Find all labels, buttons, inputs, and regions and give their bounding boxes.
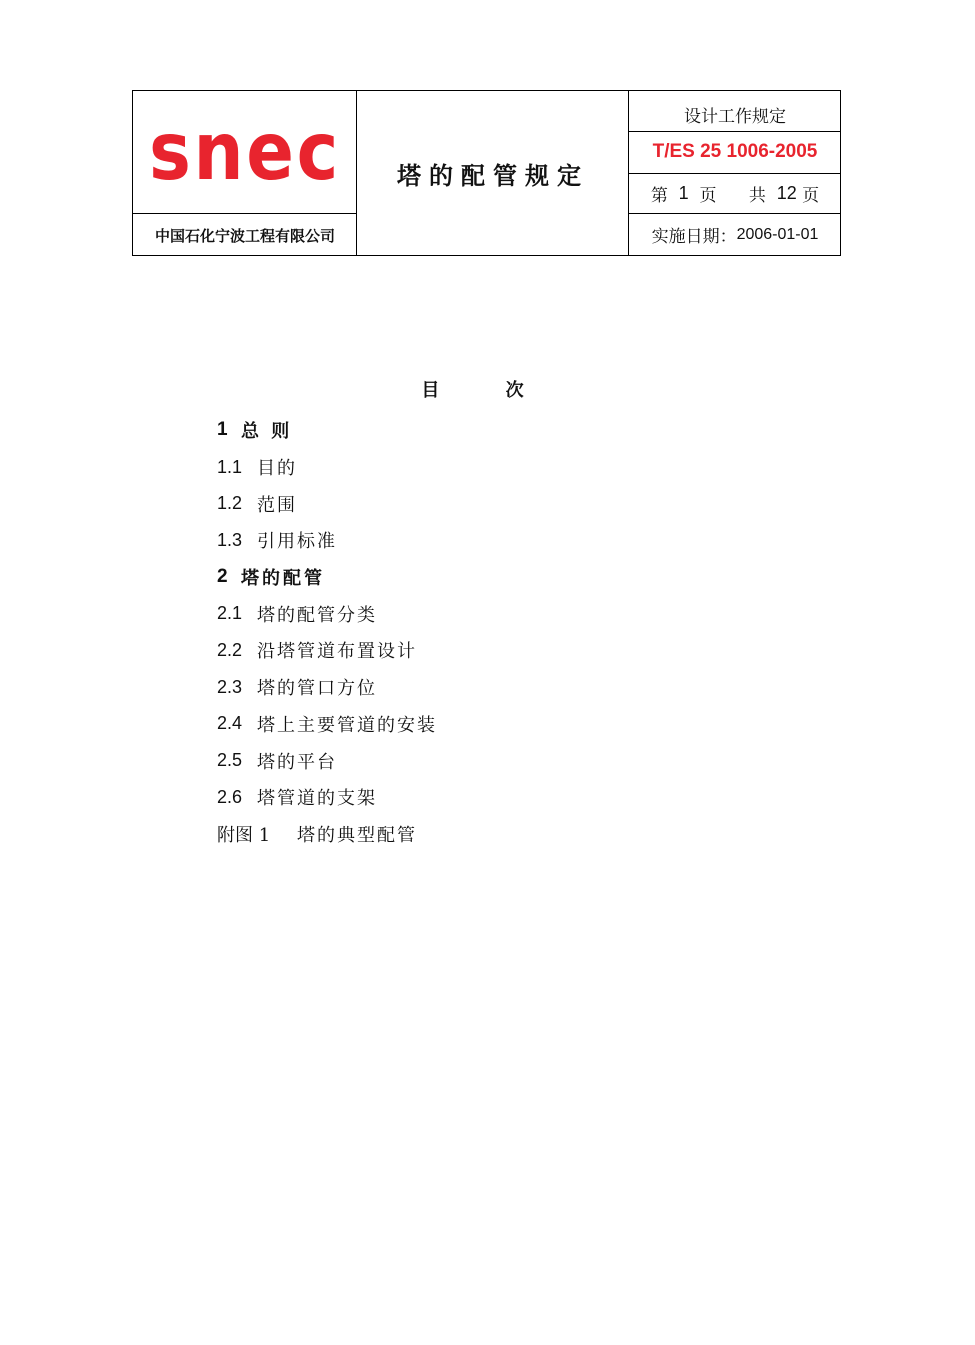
page-number: 1 bbox=[678, 182, 689, 203]
divider bbox=[133, 213, 357, 214]
document-code: T/ES 25 1006-2005 bbox=[652, 141, 818, 162]
toc-item[interactable] bbox=[217, 449, 437, 486]
divider bbox=[629, 131, 840, 132]
divider bbox=[629, 213, 840, 214]
snec-logo-mark bbox=[145, 104, 345, 198]
toc-title: 目 次 bbox=[421, 380, 554, 401]
toc-item-number: 2 bbox=[217, 566, 228, 588]
document-header-table bbox=[132, 90, 841, 256]
toc-item[interactable] bbox=[217, 669, 437, 706]
toc-item[interactable] bbox=[217, 816, 437, 853]
page-unit: 页 bbox=[699, 185, 717, 206]
toc-item-number: 1.1 bbox=[217, 456, 243, 477]
total-prefix: 共 bbox=[748, 185, 766, 206]
toc-item-text: 塔的平台 bbox=[257, 751, 337, 773]
toc-item[interactable] bbox=[217, 485, 437, 522]
document-title: 塔的配管规定 bbox=[397, 162, 589, 190]
divider bbox=[356, 91, 357, 255]
toc-item-text: 引用标准 bbox=[257, 531, 337, 553]
toc-item-text: 总 则 bbox=[241, 421, 293, 443]
toc-item-text: 沿塔管道布置设计 bbox=[257, 641, 417, 663]
toc-item[interactable] bbox=[217, 595, 437, 632]
toc-item-text: 塔的配管 bbox=[241, 568, 325, 590]
toc-item-text: 范围 bbox=[257, 494, 297, 516]
table-of-contents bbox=[217, 412, 437, 852]
toc-item-number: 2.3 bbox=[217, 676, 243, 697]
toc-item-text: 塔管道的支架 bbox=[257, 788, 377, 810]
date-value: 2006-01-01 bbox=[736, 225, 819, 243]
toc-item[interactable] bbox=[217, 522, 437, 559]
toc-item-number: 1 bbox=[217, 419, 228, 441]
page-prefix: 第 bbox=[650, 185, 668, 206]
toc-item[interactable] bbox=[217, 706, 437, 743]
toc-item-number: 2.1 bbox=[217, 603, 243, 624]
page-info bbox=[629, 173, 841, 213]
toc-item-number: 2.4 bbox=[217, 713, 243, 734]
svg-text:snec: snec bbox=[149, 104, 341, 198]
toc-item-number: 1.3 bbox=[217, 529, 243, 550]
toc-item[interactable] bbox=[217, 779, 437, 816]
total-pages: 12 bbox=[776, 182, 797, 203]
toc-item[interactable] bbox=[217, 632, 437, 669]
toc-item[interactable] bbox=[217, 742, 437, 779]
date-label: 实施日期： bbox=[651, 227, 737, 247]
total-unit: 页 bbox=[802, 185, 820, 206]
toc-item-text: 塔的配管分类 bbox=[257, 604, 377, 626]
effective-date bbox=[629, 213, 841, 256]
toc-item[interactable] bbox=[217, 559, 437, 596]
toc-item-number: 1.2 bbox=[217, 493, 243, 514]
toc-item-text: 目的 bbox=[257, 458, 297, 480]
toc-item-number: 附图 1 bbox=[217, 824, 271, 846]
toc-item-number: 2.6 bbox=[217, 786, 243, 807]
toc-item-number: 2.5 bbox=[217, 750, 243, 771]
divider bbox=[629, 173, 840, 174]
toc-item-text: 塔的管口方位 bbox=[257, 678, 377, 700]
toc-item-text: 塔上主要管道的安装 bbox=[257, 714, 437, 736]
toc-item-number: 2.2 bbox=[217, 639, 243, 660]
document-category: 设计工作规定 bbox=[684, 106, 786, 127]
toc-item[interactable] bbox=[217, 412, 437, 449]
snec-logo bbox=[133, 91, 357, 214]
company-name: 中国石化宁波工程有限公司 bbox=[154, 226, 335, 245]
toc-item-text: 塔的典型配管 bbox=[297, 824, 417, 846]
